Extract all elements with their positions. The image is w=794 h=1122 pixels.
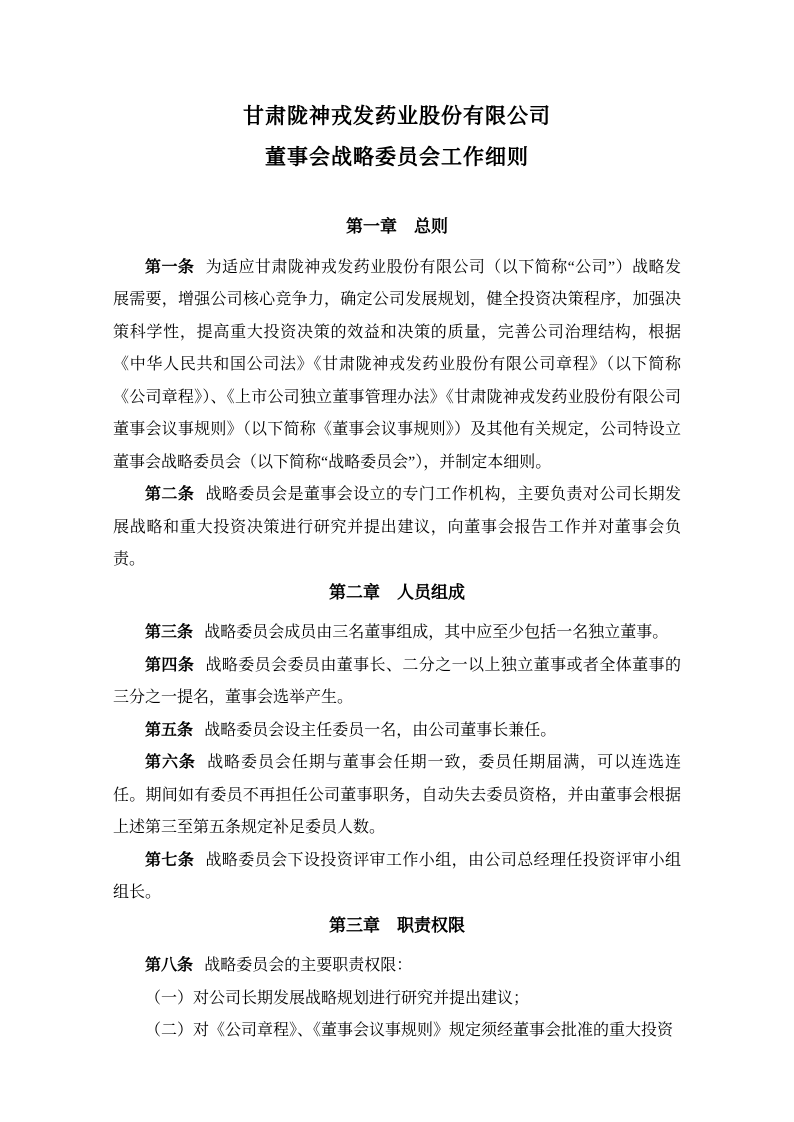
- article-8-label: 第八条: [145, 957, 194, 974]
- article-3: [113, 617, 681, 650]
- article-1-text: 为适应甘肃陇神戎发药业股份有限公司（以下简称“公司”）战略发展需要，增强公司核心竞争力，确定公司发展规划，健全投资决策程序，加强决策科学性，提高重大投资决策的效益和决策的质量，完善公司治理结构，根据《中华人民共和国公司法》《甘肃陇神戎发药业股份有限公司章程》（以下简称《公司章程》）、《上市公司独立董事管理办法》《甘肃陇神戎发药业股份有限公司董事会议事规则》（以下简称《董事会议事规则》）及其他有关规定，公司特设立董事会战略委员会（以下简称“战略委员会”），并制定本细则。: [113, 258, 681, 471]
- chapter-2-heading: 第二章 人员组成: [329, 582, 465, 602]
- article-7-text: 战略委员会下设投资评审工作小组，由公司总经理任投资评审小组组长。: [113, 851, 681, 901]
- article-5-text: 战略委员会设主任委员一名，由公司董事长兼任。: [204, 721, 557, 739]
- article-2-label: 第二条: [145, 486, 195, 503]
- article-8: [113, 950, 681, 983]
- article-7: [113, 845, 681, 910]
- doc-title-line-1: 甘肃陇神戎发药业股份有限公司: [243, 104, 551, 128]
- article-3-text: 战略委员会成员由三名董事组成，其中应至少包括一名独立董事。: [204, 624, 669, 641]
- article-4: [113, 650, 681, 715]
- article-8-item-2-text: （二）对《公司章程》、《董事会议事规则》规定须经董事会批准的重大投资: [145, 1022, 674, 1039]
- article-8-text: 战略委员会的主要职责权限：: [204, 957, 413, 974]
- article-8-item-1-text: （一）对公司长期发展战略规划进行研究并提出建议；: [145, 989, 530, 1007]
- article-7-label: 第七条: [145, 851, 195, 869]
- article-4-label: 第四条: [145, 656, 195, 674]
- article-8-item-2: [113, 1015, 681, 1048]
- article-6: [113, 747, 681, 845]
- chapter-1-heading: 第一章 总则: [346, 217, 448, 236]
- chapter-3-heading: 第三章 职责权限: [329, 915, 465, 935]
- article-4-text: 战略委员会委员由董事长、二分之一以上独立董事或者全体董事的三分之一提名，董事会选举产生。: [113, 656, 681, 706]
- article-2-text: 战略委员会是董事会设立的专门工作机构，主要负责对公司长期发展战略和重大投资决策进行研究并提出建议，向董事会报告工作并对董事会负责。: [113, 486, 681, 568]
- article-5-label: 第五条: [145, 721, 194, 739]
- article-8-item-1: [113, 983, 681, 1016]
- article-6-text: 战略委员会任期与董事会任期一致，委员任期届满，可以连选连任。期间如有委员不再担任公司董事职务，自动失去委员资格，并由董事会根据上述第三至第五条规定补足委员人数。: [113, 754, 681, 836]
- article-5: [113, 715, 681, 748]
- article-1: [113, 252, 681, 480]
- article-1-label: 第一条: [145, 258, 195, 276]
- article-2: [113, 479, 681, 577]
- doc-title-line-2: 董事会战略委员会工作细则: [265, 145, 529, 169]
- article-6-label: 第六条: [145, 754, 196, 771]
- article-3-label: 第三条: [145, 624, 194, 641]
